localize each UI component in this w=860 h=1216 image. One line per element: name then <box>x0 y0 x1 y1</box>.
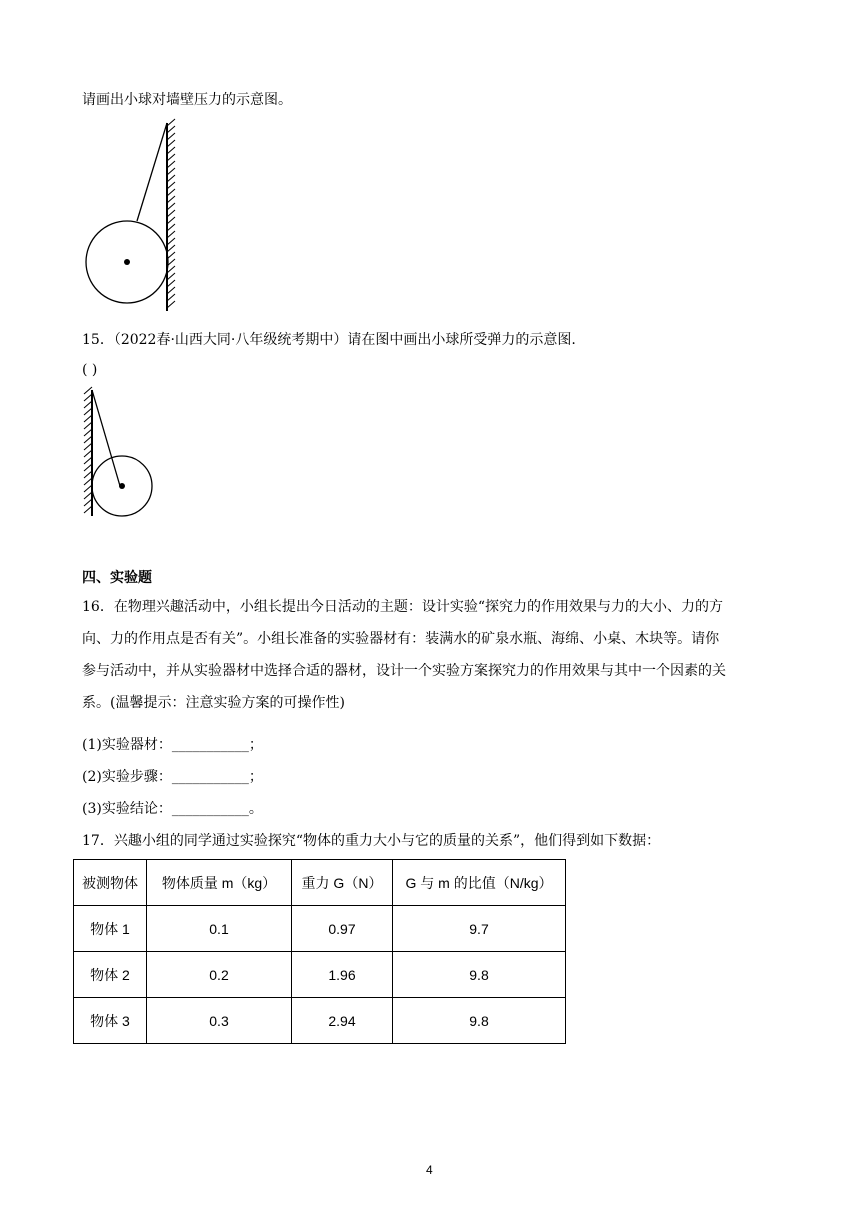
hatch-line <box>167 196 175 203</box>
q16-line-1: 16．在物理兴趣活动中，小组长提出今日活动的主题：设计实验“探究力的作用效果与力的大小、力的方 <box>82 599 723 615</box>
hatch-line <box>167 147 175 154</box>
hatch-line <box>84 436 92 443</box>
q16-sub-2: (2)实验步骤：___________； <box>82 769 263 785</box>
q16-sub-3: (3)实验结论：___________。 <box>82 801 263 817</box>
hatch-line <box>84 422 92 429</box>
hatch-line <box>84 429 92 436</box>
hatch-line <box>84 450 92 457</box>
hatch-line <box>167 133 175 140</box>
table-cell: 物体 2 <box>74 952 147 998</box>
q16-line-4: 系。(温馨提示：注意实验方案的可操作性) <box>82 695 345 711</box>
q14-ball-wall-figure <box>80 118 200 318</box>
hatch-line <box>167 245 175 252</box>
hatch-line <box>84 408 92 415</box>
hatch-line <box>167 175 175 182</box>
ball-center-dot <box>124 259 130 265</box>
table-cell: 1.96 <box>292 952 393 998</box>
hatch-line <box>167 161 175 168</box>
q16-line-2: 向、力的作用点是否有关”。小组长准备的实验器材有：装满水的矿泉水瓶、海绵、小桌、木块等。请你 <box>82 631 720 647</box>
hatch-line <box>84 492 92 499</box>
q16-line-3: 参与活动中，并从实验器材中选择合适的器材，设计一个实验方案探究力的作用效果与其中一个因素的关 <box>82 663 726 679</box>
hatch-line <box>84 415 92 422</box>
table-cell: 9.7 <box>393 906 566 952</box>
table-cell: 物体 3 <box>74 998 147 1044</box>
hatch-line <box>167 231 175 238</box>
hatch-line <box>167 154 175 161</box>
hatch-line <box>167 126 175 133</box>
hatch-line <box>167 280 175 287</box>
hatch-line <box>84 485 92 492</box>
hatch-line <box>167 287 175 294</box>
hatch-line <box>84 499 92 506</box>
string-line <box>137 123 167 221</box>
q15-answer-blank: ( ) <box>82 362 98 378</box>
hatch-line <box>167 168 175 175</box>
q15-ball-wall-figure <box>78 386 168 526</box>
hatch-line <box>84 457 92 464</box>
table-header-cell: G 与 m 的比值（N/kg） <box>393 860 566 906</box>
q15-question-text: 15．（2022春·山西大同·八年级统考期中）请在图中画出小球所受弹力的示意图. <box>82 332 576 348</box>
table-row <box>74 906 566 952</box>
hatch-line <box>167 119 175 126</box>
q17-question-text: 17．兴趣小组的同学通过实验探究“物体的重力大小与它的质量的关系”，他们得到如下数据： <box>82 833 661 849</box>
hatch-line <box>167 189 175 196</box>
hatch-line <box>84 478 92 485</box>
table-cell: 0.1 <box>147 906 292 952</box>
table-header-cell: 被测物体 <box>74 860 147 906</box>
table-row <box>74 998 566 1044</box>
q16-sub-1: (1)实验器材：___________； <box>82 737 263 753</box>
table-header-cell: 物体质量 m（kg） <box>147 860 292 906</box>
table-cell: 0.97 <box>292 906 393 952</box>
ball-center-dot <box>119 483 125 489</box>
table-header-row <box>74 860 566 906</box>
hatch-line <box>167 273 175 280</box>
table-cell: 9.8 <box>393 952 566 998</box>
q17-data-table <box>73 859 566 1044</box>
hatch-line <box>167 210 175 217</box>
table-cell: 0.3 <box>147 998 292 1044</box>
hatch-line <box>84 387 92 394</box>
hatch-line <box>167 224 175 231</box>
table-cell: 9.8 <box>393 998 566 1044</box>
table-cell: 物体 1 <box>74 906 147 952</box>
table-cell: 0.2 <box>147 952 292 998</box>
hatch-line <box>167 301 175 308</box>
section-heading: 四、实验题 <box>82 570 152 586</box>
hatch-line <box>167 203 175 210</box>
table-header-cell: 重力 G（N） <box>292 860 393 906</box>
hatch-line <box>167 294 175 301</box>
hatch-line <box>167 140 175 147</box>
page-number: 4 <box>426 1163 433 1177</box>
hatch-line <box>167 238 175 245</box>
hatch-line <box>84 401 92 408</box>
hatch-line <box>84 464 92 471</box>
table-cell: 2.94 <box>292 998 393 1044</box>
hatch-line <box>84 443 92 450</box>
hatch-line <box>84 506 92 513</box>
hatch-line <box>167 182 175 189</box>
hatch-line <box>84 394 92 401</box>
hatch-line <box>84 471 92 478</box>
hatch-line <box>167 217 175 224</box>
q14-tail-text: 请画出小球对墙壁压力的示意图。 <box>82 92 292 108</box>
table-row <box>74 952 566 998</box>
